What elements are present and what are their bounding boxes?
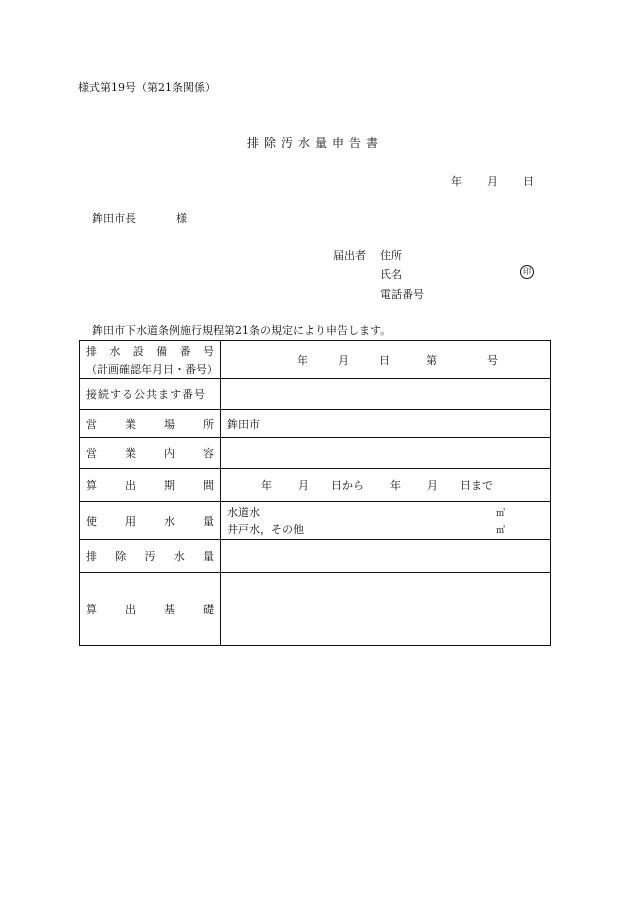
address-label: 住所 bbox=[380, 249, 402, 262]
seal-mark: 印 bbox=[520, 265, 534, 279]
date-line bbox=[451, 176, 534, 187]
label-char: 水 bbox=[109, 344, 121, 358]
label-char: 用 bbox=[125, 514, 136, 528]
label-char: 基 bbox=[164, 603, 175, 616]
calculation-period-field[interactable] bbox=[221, 469, 551, 502]
label-text: 接続する公共ます番号 bbox=[86, 388, 206, 401]
label-char: 所 bbox=[203, 417, 214, 431]
label-char: 期 bbox=[164, 479, 175, 492]
label-chars bbox=[80, 343, 220, 359]
declaration-table bbox=[79, 340, 551, 646]
table-row bbox=[80, 502, 551, 540]
name-label: 氏名 bbox=[380, 268, 402, 281]
period-year-end: 年 bbox=[390, 479, 401, 492]
period-day-end: 日まで bbox=[460, 479, 493, 492]
location-value: 鉾田市 bbox=[227, 417, 260, 431]
discharged-wastewater-label bbox=[80, 540, 221, 573]
period-day-start: 日から bbox=[331, 479, 364, 492]
table-row bbox=[80, 469, 551, 502]
label-char: 出 bbox=[125, 603, 136, 616]
period-month-start: 月 bbox=[298, 479, 309, 492]
business-content-field[interactable] bbox=[221, 438, 551, 469]
label-char: 使 bbox=[86, 514, 97, 528]
label-chars bbox=[80, 416, 220, 432]
date-month: 月 bbox=[487, 175, 498, 188]
water-usage-label bbox=[80, 502, 221, 540]
unit-cubic-meter: ㎥ bbox=[495, 508, 505, 519]
label-char: 礎 bbox=[203, 603, 214, 616]
period-year-start: 年 bbox=[261, 479, 272, 492]
label-char: 汚 bbox=[144, 550, 156, 563]
label-char: 営 bbox=[86, 417, 97, 431]
label-char: 業 bbox=[125, 417, 136, 431]
label-char: 設 bbox=[132, 344, 144, 358]
date-number-fields bbox=[221, 352, 550, 368]
water-usage-field[interactable] bbox=[221, 502, 551, 540]
label-char: 水 bbox=[173, 550, 185, 563]
field-day: 日 bbox=[379, 353, 390, 367]
label-char: 出 bbox=[125, 479, 136, 492]
label-char: 算 bbox=[86, 479, 97, 492]
business-content-label bbox=[80, 438, 221, 469]
table-row bbox=[80, 341, 551, 379]
addressee bbox=[92, 213, 187, 224]
table-row bbox=[80, 540, 551, 573]
table-row bbox=[80, 573, 551, 646]
field-go: 号 bbox=[487, 353, 498, 367]
table-row bbox=[80, 379, 551, 410]
period-month-end: 月 bbox=[427, 479, 438, 492]
calculation-basis-field[interactable] bbox=[221, 573, 551, 646]
label-char: 号 bbox=[202, 344, 214, 358]
label-sub: （計画確認年月日・番号） bbox=[86, 362, 218, 376]
table-row bbox=[80, 410, 551, 438]
label-char: 営 bbox=[86, 447, 97, 460]
public-basin-number-field[interactable] bbox=[221, 379, 551, 410]
label-chars bbox=[80, 513, 220, 529]
tap-water-line bbox=[221, 504, 550, 521]
business-location-field[interactable] bbox=[221, 410, 551, 438]
label-char: 量 bbox=[203, 514, 214, 528]
addressee-name: 鉾田市長 bbox=[92, 212, 136, 225]
addressee-honorific: 様 bbox=[176, 212, 187, 225]
applicant-label: 届出者 bbox=[333, 249, 366, 262]
form-number: 様式第19号（第21条関係） bbox=[78, 81, 216, 94]
label-char: 除 bbox=[115, 550, 127, 563]
phone-label: 電話番号 bbox=[380, 288, 424, 301]
label-char: 排 bbox=[86, 344, 97, 358]
label-chars bbox=[80, 548, 220, 564]
well-water-line bbox=[221, 521, 550, 538]
label-chars bbox=[80, 445, 220, 461]
label-char: 間 bbox=[203, 479, 214, 492]
date-day: 日 bbox=[523, 175, 534, 188]
label-char: 内 bbox=[164, 447, 175, 460]
statement: 鉾田市下水道条例施行規程第21条の規定により申告します。 bbox=[92, 324, 392, 337]
table-row bbox=[80, 438, 551, 469]
period-fields bbox=[221, 477, 550, 493]
label-chars bbox=[80, 601, 220, 617]
field-year: 年 bbox=[297, 353, 308, 367]
drainage-facility-number-label bbox=[80, 341, 221, 379]
unit-cubic-meter: ㎥ bbox=[495, 525, 505, 536]
field-month: 月 bbox=[338, 353, 349, 367]
drainage-facility-number-field[interactable] bbox=[221, 341, 551, 379]
label-char: 水 bbox=[164, 514, 175, 528]
calculation-period-label bbox=[80, 469, 221, 502]
date-year: 年 bbox=[451, 175, 462, 188]
label-char: 場 bbox=[164, 417, 175, 431]
tap-water-label: 水道水 bbox=[227, 506, 260, 519]
well-water-label: 井戸水，その他 bbox=[227, 523, 304, 536]
field-dai: 第 bbox=[426, 353, 437, 367]
label-char: 量 bbox=[203, 550, 214, 563]
label-char: 番 bbox=[179, 344, 191, 358]
label-char: 容 bbox=[203, 447, 214, 460]
label-char: 備 bbox=[156, 344, 168, 358]
label-char: 排 bbox=[86, 550, 97, 563]
public-basin-number-label bbox=[80, 379, 221, 410]
document-title: 排除汚水量申告書 bbox=[246, 136, 383, 150]
business-location-label bbox=[80, 410, 221, 438]
discharged-wastewater-field[interactable] bbox=[221, 540, 551, 573]
calculation-basis-label bbox=[80, 573, 221, 646]
label-char: 算 bbox=[86, 603, 97, 616]
label-char: 業 bbox=[125, 447, 136, 460]
label-chars bbox=[80, 477, 220, 493]
